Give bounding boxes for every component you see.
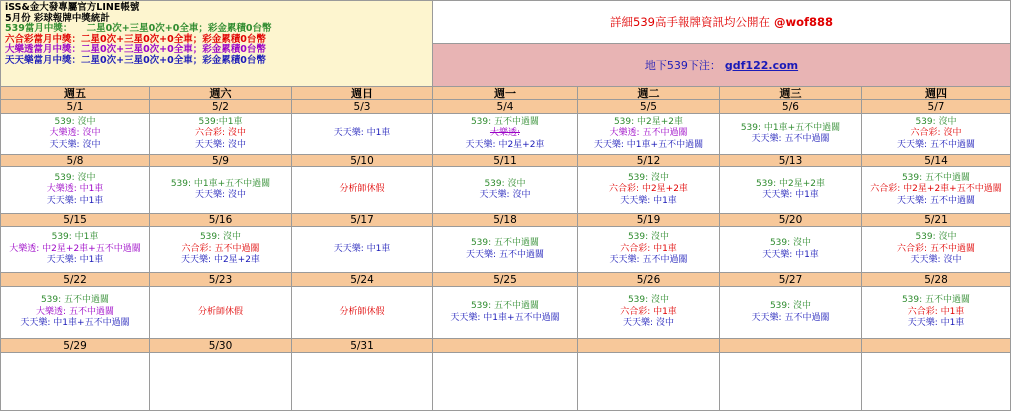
result-line: 539: 沒中	[915, 232, 957, 243]
date-cell: 5/14	[862, 155, 1011, 167]
result-line: 大樂透: 沒中	[49, 128, 101, 139]
date-cell: 5/3	[292, 100, 433, 114]
result-line: 天天樂: 沒中	[623, 318, 674, 329]
result-line: 分析師休假	[197, 306, 243, 317]
result-cell	[578, 227, 720, 273]
result-cell	[862, 353, 1011, 411]
monthly-summary-box	[0, 0, 433, 87]
date-cell	[862, 339, 1011, 353]
result-line: 539: 沒中	[54, 116, 96, 127]
result-cell	[578, 114, 720, 155]
date-cell: 5/27	[720, 273, 862, 287]
result-line: 天天樂: 五不中過關	[609, 255, 688, 266]
date-cell: 5/24	[292, 273, 433, 287]
result-cell	[720, 114, 862, 155]
result-line: 539: 沒中	[627, 295, 670, 306]
result-line: 539: 沒中	[484, 178, 526, 189]
announcement-site	[433, 44, 1011, 87]
result-cell	[862, 287, 1011, 339]
result-cell	[433, 287, 578, 339]
result-line: 六合彩: 沒中	[195, 128, 246, 139]
result-line: 天天樂: 中1車	[46, 195, 104, 206]
result-cell	[292, 167, 433, 214]
weekday-header: 週三	[720, 87, 862, 100]
date-cell: 5/6	[720, 100, 862, 114]
result-cell	[720, 287, 862, 339]
result-line: 天天樂: 中1車+五不中過關	[593, 139, 704, 150]
result-cell	[720, 353, 862, 411]
result-line: 539: 五不中過關	[901, 295, 971, 306]
result-line: 大樂透: 五不中過關	[36, 306, 114, 317]
result-cell	[150, 353, 292, 411]
result-line: 539: 中2星+2車	[613, 116, 684, 127]
summary-line-liuhecai: 六合彩當月中獎：二星0次+三星0次+0全車；彩金累積0台幣	[5, 33, 266, 45]
result-line: 六合彩: 五不中過關	[181, 243, 260, 254]
date-cell: 5/17	[292, 214, 433, 227]
result-line: 天天樂: 中1車	[333, 243, 391, 254]
date-cell: 5/30	[150, 339, 292, 353]
date-cell: 5/16	[150, 214, 292, 227]
result-line: 539:中1車	[198, 116, 243, 127]
date-cell: 5/21	[862, 214, 1011, 227]
date-cell: 5/2	[150, 100, 292, 114]
result-cell	[433, 114, 578, 155]
result-line: 天天樂: 五不中過關	[751, 134, 830, 144]
result-line: 天天樂: 中1車+五不中過關	[20, 318, 130, 329]
result-line: 539: 沒中	[627, 232, 670, 243]
result-line: 大樂透: 五不中過關	[609, 128, 688, 139]
weekday-header: 週四	[862, 87, 1011, 100]
result-cell	[578, 287, 720, 339]
result-line: 天天樂: 中2星+2車	[181, 255, 260, 266]
date-cell: 5/12	[578, 155, 720, 167]
weekday-header: 週五	[0, 87, 150, 100]
result-line: 天天樂: 中1車	[620, 195, 677, 206]
result-line: 539: 沒中	[54, 172, 96, 183]
result-line: 天天樂: 五不中過關	[466, 249, 544, 260]
result-line: 天天樂: 沒中	[195, 139, 246, 150]
date-cell: 5/10	[292, 155, 433, 167]
date-cell: 5/7	[862, 100, 1011, 114]
result-line: 天天樂: 中1車	[762, 249, 819, 260]
date-cell: 5/15	[0, 214, 150, 227]
result-cell	[862, 167, 1011, 214]
summary-line-title: iSS&金大發專屬官方LINE帳號	[5, 2, 140, 13]
date-cell: 5/25	[433, 273, 578, 287]
summary-line-tiantianle: 天天樂當月中獎：二星0次+三星0次+0全車；彩金累積0台幣	[5, 54, 266, 66]
result-line: 539: 中1車+五不中過關	[740, 122, 841, 133]
result-line: 539: 五不中過關	[470, 301, 540, 311]
result-line: 539: 五不中過關	[470, 238, 540, 248]
date-cell: 5/23	[150, 273, 292, 287]
result-cell	[578, 167, 720, 214]
date-cell: 5/11	[433, 155, 578, 167]
result-cell	[720, 167, 862, 214]
result-line: 天天樂: 沒中	[195, 190, 246, 200]
result-cell	[433, 353, 578, 411]
line-handle: @wof888	[773, 15, 833, 29]
announcement-text: 詳細539高手報牌資訊均公開在	[610, 15, 770, 29]
date-cell	[433, 339, 578, 353]
result-line: 539: 中1車+五不中過關	[170, 178, 271, 189]
result-line: 天天樂: 中1車	[333, 128, 391, 139]
result-cell	[0, 167, 150, 214]
result-line: 天天樂: 沒中	[910, 255, 962, 266]
result-line: 539: 沒中	[915, 116, 957, 127]
date-cell: 5/9	[150, 155, 292, 167]
result-line: 六合彩: 中2星+2車	[609, 184, 688, 195]
result-line: 天天樂: 中1車	[907, 318, 965, 329]
result-cell	[0, 114, 150, 155]
result-line: 天天樂: 五不中過關	[897, 195, 975, 206]
date-cell: 5/13	[720, 155, 862, 167]
result-line: 539: 沒中	[199, 232, 242, 243]
result-cell	[862, 227, 1011, 273]
result-line: 539: 沒中	[769, 301, 812, 311]
result-line: 大樂透: 中1車	[46, 184, 104, 195]
result-line: 天天樂: 沒中	[479, 190, 531, 200]
result-cell	[292, 114, 433, 155]
date-cell: 5/26	[578, 273, 720, 287]
date-cell	[720, 339, 862, 353]
result-cell	[292, 287, 433, 339]
result-line: 天天樂: 中1車	[46, 255, 104, 266]
result-line: 天天樂: 五不中過關	[897, 139, 975, 150]
date-cell: 5/19	[578, 214, 720, 227]
result-line: 六合彩: 中2星+2車+五不中過關	[870, 184, 1002, 195]
result-cell	[433, 167, 578, 214]
summary-line-daletou: 大樂透當月中獎：二星0次+三星0次+0全車；彩金累積0台幣	[5, 44, 266, 56]
result-line: 天天樂: 沒中	[49, 139, 101, 150]
result-line: 六合彩: 中1車	[620, 243, 677, 254]
weekday-header: 週二	[578, 87, 720, 100]
result-cell	[292, 227, 433, 273]
result-line: 六合彩: 中1車	[620, 306, 677, 317]
result-line: 分析師休假	[339, 306, 385, 317]
date-cell: 5/28	[862, 273, 1011, 287]
result-cell	[720, 227, 862, 273]
result-line: 539: 五不中過關	[40, 295, 110, 306]
result-line: 539: 中1車	[51, 232, 99, 243]
result-cell	[0, 227, 150, 273]
result-line: 六合彩: 沒中	[910, 128, 962, 139]
date-cell: 5/29	[0, 339, 150, 353]
result-line: 天天樂: 中1車	[762, 190, 819, 200]
weekday-header: 週日	[292, 87, 433, 100]
result-cell	[150, 287, 292, 339]
result-line: 大樂透: 中2星+2車+五不中過關	[9, 243, 141, 254]
result-line: 天天樂: 中2星+2車	[465, 139, 545, 150]
result-line: 大樂透:	[489, 128, 521, 139]
date-cell: 5/8	[0, 155, 150, 167]
result-line: 539: 沒中	[627, 172, 670, 183]
date-cell: 5/1	[0, 100, 150, 114]
result-line: 天天樂: 五不中過關	[751, 312, 830, 323]
summary-line-539: 539當月中獎： 二星0次+三星0次+0全車；彩金累積0台幣	[5, 23, 272, 35]
result-cell	[150, 114, 292, 155]
result-cell	[292, 353, 433, 411]
date-cell: 5/31	[292, 339, 433, 353]
result-line: 539: 中2星+2車	[755, 178, 826, 189]
site-label: 地下539下注：	[644, 59, 721, 72]
weekday-header: 週一	[433, 87, 578, 100]
result-line: 六合彩: 中1車	[907, 306, 965, 317]
date-cell: 5/18	[433, 214, 578, 227]
site-link[interactable]: gdf122.com	[724, 58, 799, 72]
result-line: 539: 五不中過關	[901, 172, 971, 183]
result-cell	[433, 227, 578, 273]
result-line: 539: 五不中過關	[470, 116, 540, 127]
summary-line-subtitle: 5月份 彩球報牌中獎統計	[5, 12, 110, 24]
date-cell: 5/5	[578, 100, 720, 114]
date-cell: 5/22	[0, 273, 150, 287]
result-cell	[862, 114, 1011, 155]
result-cell	[0, 353, 150, 411]
announcement-line-id	[433, 0, 1011, 44]
result-line: 539: 沒中	[769, 238, 812, 248]
date-cell	[578, 339, 720, 353]
result-line: 天天樂: 中1車+五不中過關	[450, 312, 560, 323]
date-cell: 5/20	[720, 214, 862, 227]
result-cell	[578, 353, 720, 411]
weekday-header: 週六	[150, 87, 292, 100]
result-cell	[150, 167, 292, 214]
date-cell: 5/4	[433, 100, 578, 114]
result-line: 分析師休假	[339, 184, 385, 195]
result-cell	[0, 287, 150, 339]
result-cell	[150, 227, 292, 273]
result-line: 六合彩: 五不中過關	[897, 243, 975, 254]
